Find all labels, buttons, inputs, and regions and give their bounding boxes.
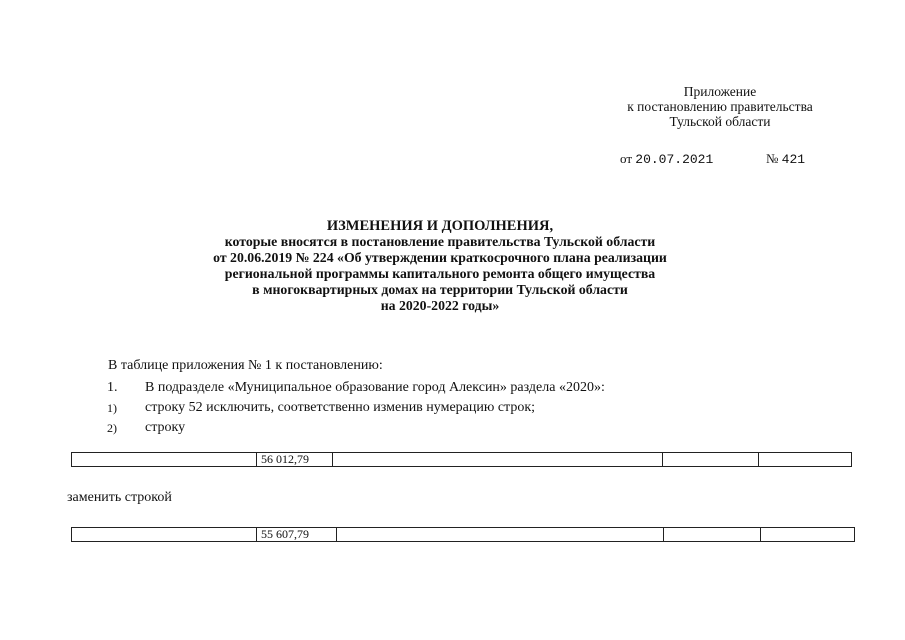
decree-reference xyxy=(620,151,840,167)
amount-cell: 55 607,79 xyxy=(257,528,337,542)
title-line-1: которые вносятся в постановление правительства Тульской области xyxy=(224,234,656,249)
annex-line-2: к постановлению правительства xyxy=(627,99,813,114)
list-item-text: строку 52 исключить, соответственно изменив нумерацию строк; xyxy=(145,400,536,415)
table-cell xyxy=(761,528,855,542)
table-cell xyxy=(72,528,257,542)
table-cell xyxy=(759,453,852,467)
list-item-text: строку xyxy=(145,420,186,435)
list-item-marker: 2) xyxy=(107,421,117,435)
decree-number: 421 xyxy=(781,152,806,167)
annex-line-3: Тульской области xyxy=(669,114,771,129)
table-cell xyxy=(664,528,761,542)
list-item-marker: 1. xyxy=(107,380,118,395)
title-line-3: региональной программы капитального ремонта общего имущества xyxy=(224,266,656,281)
decree-from-label: от xyxy=(620,151,633,166)
table-cell xyxy=(337,528,664,542)
amount-cell: 56 012,79 xyxy=(257,453,333,467)
new-row-table xyxy=(71,527,855,542)
old-row-table xyxy=(71,452,852,467)
table-cell xyxy=(333,453,663,467)
list-item-marker: 1) xyxy=(107,401,117,415)
title-line-2: от 20.06.2019 № 224 «Об утверждении краткосрочного плана реализации xyxy=(213,250,667,265)
replace-label: заменить строкой xyxy=(67,490,172,505)
decree-number-group xyxy=(766,151,805,167)
title-line-4: в многоквартирных домах на территории Тульской области xyxy=(252,282,628,297)
table-row xyxy=(72,528,855,542)
decree-date: 20.07.2021 xyxy=(635,152,714,167)
title-line-5: на 2020-2022 годы» xyxy=(380,298,500,313)
table-cell xyxy=(663,453,759,467)
table-cell xyxy=(72,453,257,467)
list-item-text: В подразделе «Муниципальное образование город Алексин» раздела «2020»: xyxy=(145,380,605,395)
decree-number-label: № xyxy=(766,151,779,166)
title-heading: ИЗМЕНЕНИЯ И ДОПОЛНЕНИЯ, xyxy=(326,218,554,234)
document-title xyxy=(140,218,740,314)
intro-paragraph: В таблице приложения № 1 к постановлению: xyxy=(108,358,383,373)
table-row xyxy=(72,453,852,467)
annex-header xyxy=(600,84,840,129)
annex-line-1: Приложение xyxy=(683,84,757,99)
